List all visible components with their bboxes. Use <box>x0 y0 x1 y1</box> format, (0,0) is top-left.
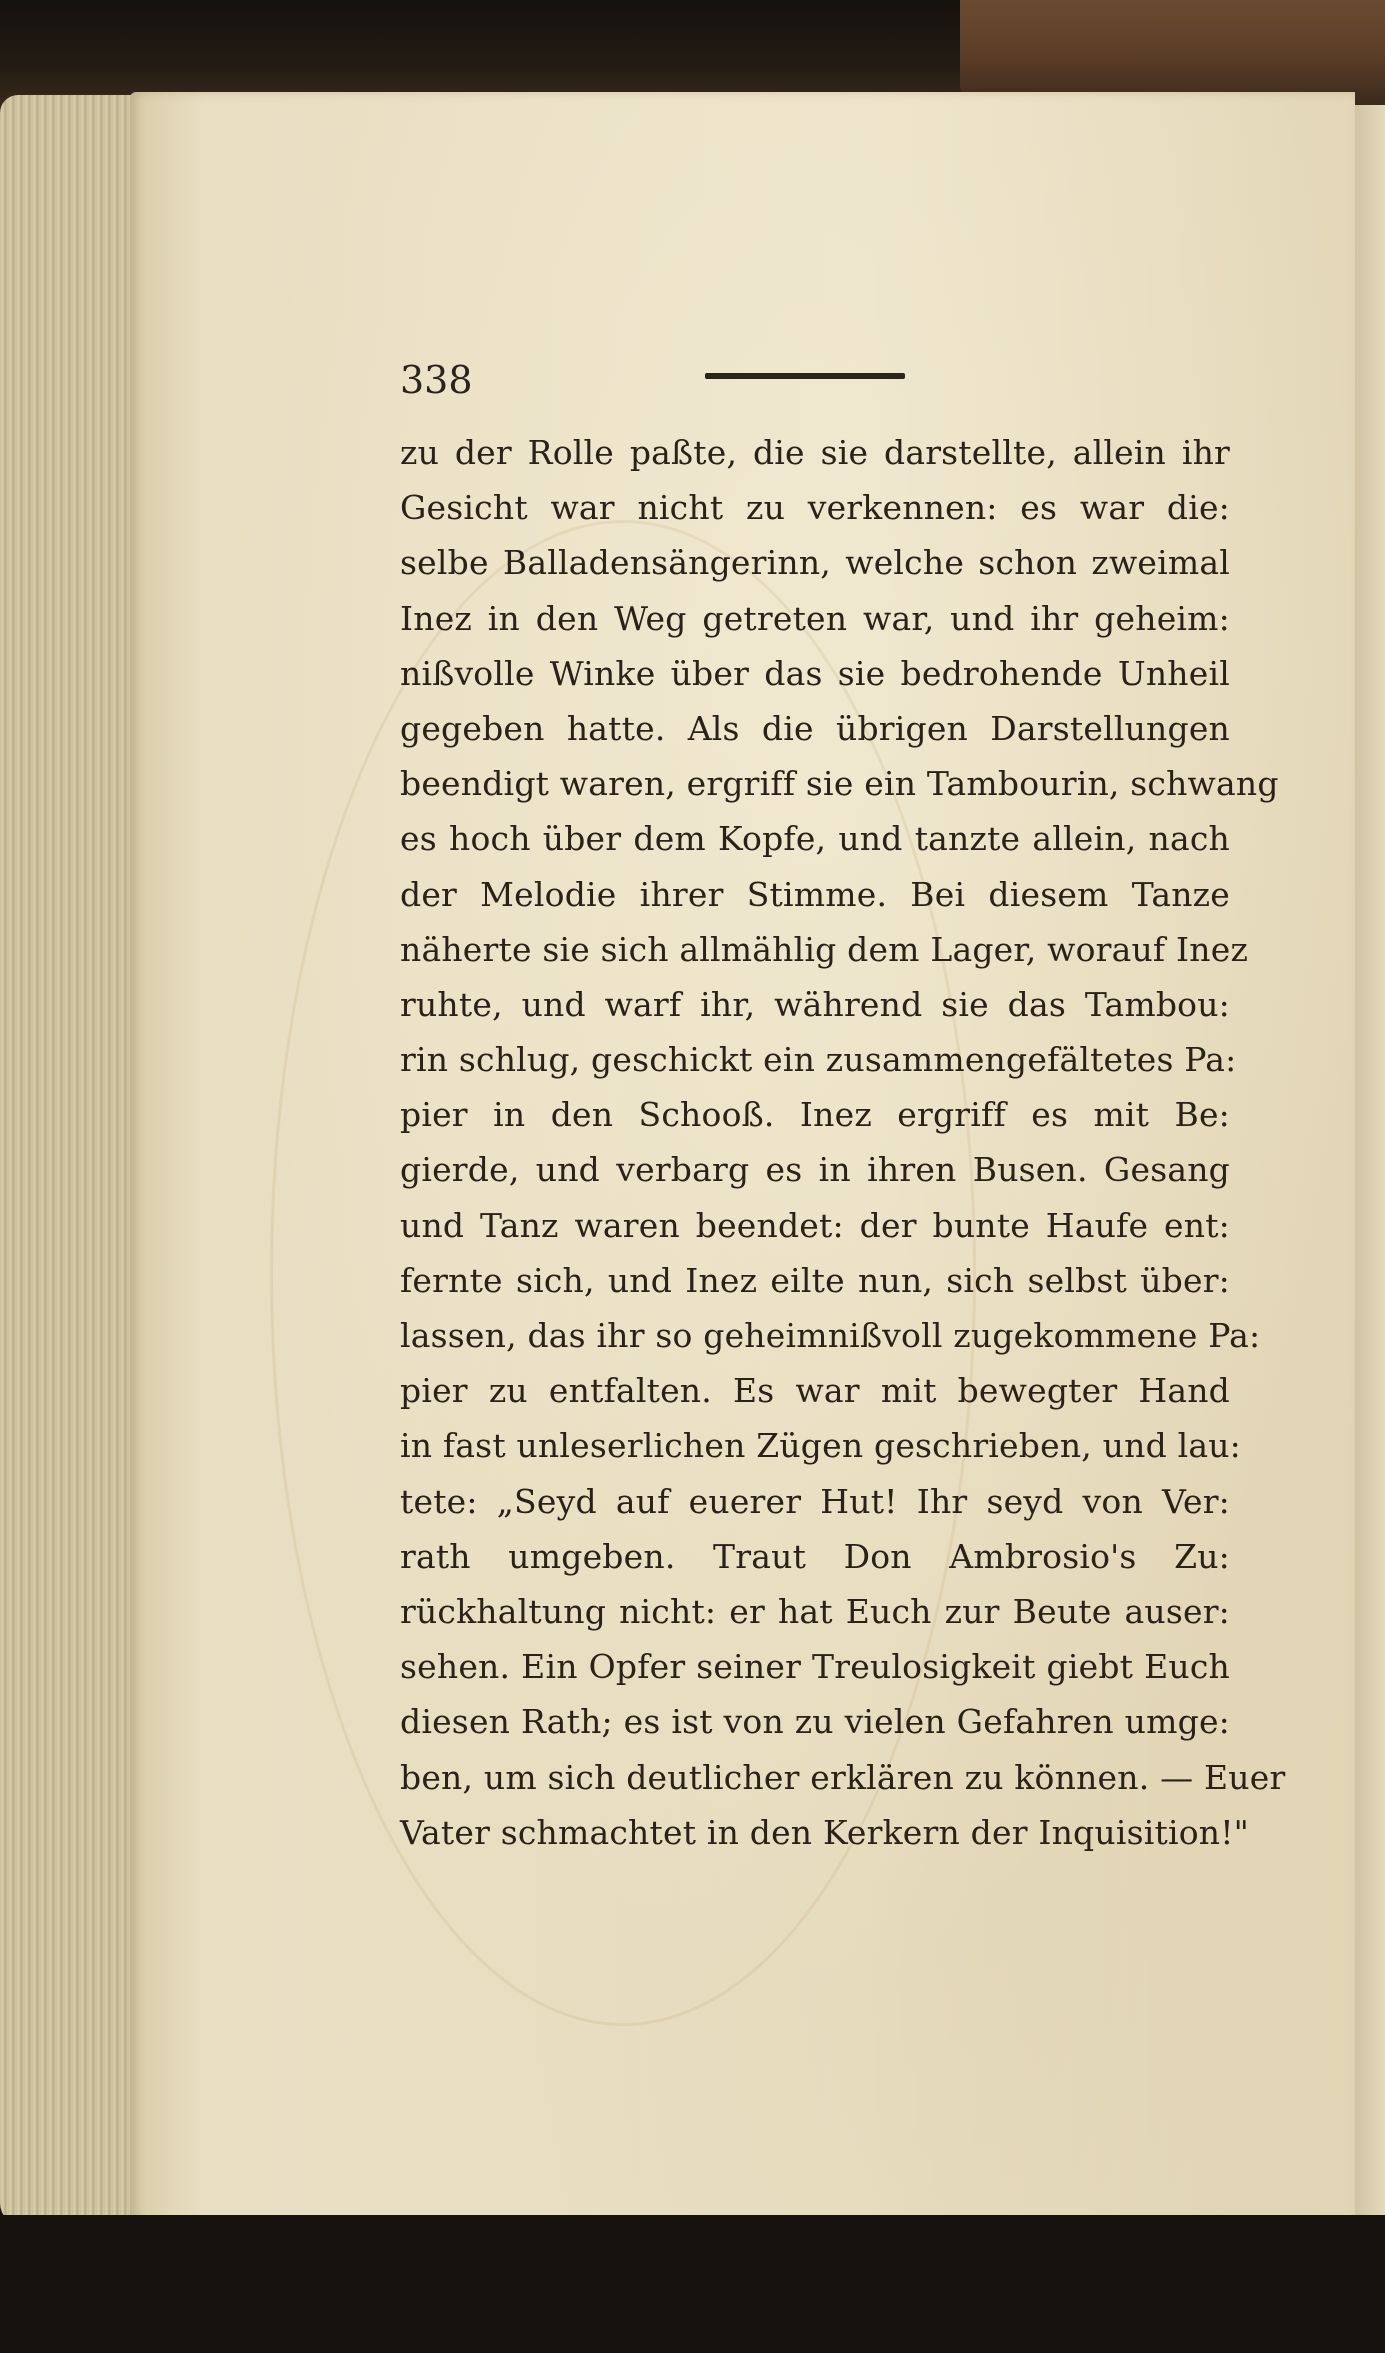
text-line: beendigt waren, ergriff sie ein Tambourin, schwang <box>400 764 1279 804</box>
text-line: es hoch über dem Kopfe, und tanzte allein, nach <box>400 819 1230 859</box>
text-line: zu der Rolle paßte, die sie darstellte, allein ihr <box>400 433 1230 472</box>
text-line: näherte sie sich allmählig dem Lager, worauf Inez <box>400 929 1249 969</box>
text-line: selbe Balladensängerinn, welche schon zweimal <box>400 543 1230 583</box>
text-line: ruhte, und warf ihr, während sie das Tambou: <box>400 984 1230 1024</box>
text-line: rath umgeben. Traut Don Ambrosio's Zu: <box>400 1536 1230 1576</box>
page-header <box>400 360 1220 400</box>
text-line: gierde, und verbarg es in ihren Busen. Gesang <box>400 1150 1230 1190</box>
page-number: 338 <box>400 358 473 402</box>
page-edges <box>0 95 140 2225</box>
text-line: lassen, das ihr so geheimnißvoll zugekommene Pa: <box>400 1316 1261 1355</box>
text-line: Gesicht war nicht zu verkennen: es war die: <box>400 488 1230 528</box>
text-line: pier zu entfalten. Es war mit bewegter Hand <box>400 1371 1230 1411</box>
text-line: nißvolle Winke über das sie bedrohende Unheil <box>400 653 1230 693</box>
body-text <box>400 425 1286 1860</box>
text-line: und Tanz waren beendet: der bunte Haufe ent: <box>400 1205 1230 1245</box>
text-line: in fast unleserlichen Zügen geschrieben, und lau: <box>400 1426 1241 1466</box>
text-line: tete: „Seyd auf euerer Hut! Ihr seyd von Ver: <box>400 1481 1230 1521</box>
text-line: pier in den Schooß. Inez ergriff es mit Be: <box>400 1095 1230 1135</box>
text-line: der Melodie ihrer Stimme. Bei diesem Tanze <box>400 874 1230 914</box>
text-line: fernte sich, und Inez eilte nun, sich selbst über: <box>400 1260 1230 1300</box>
next-page-edge <box>1352 105 1385 2215</box>
header-rule <box>705 373 905 379</box>
text-line: rückhaltung nicht: er hat Euch zur Beute auser: <box>400 1591 1230 1631</box>
text-line: Inez in den Weg getreten war, und ihr geheim: <box>400 598 1230 638</box>
background-bottom <box>0 2215 1385 2353</box>
text-line: sehen. Ein Opfer seiner Treulosigkeit giebt Euch <box>400 1647 1230 1687</box>
text-line: gegeben hatte. Als die übrigen Darstellungen <box>400 708 1230 748</box>
text-line: rin schlug, geschickt ein zusammengefältetes Pa: <box>400 1040 1237 1080</box>
text-line: ben, um sich deutlicher erklären zu können. — Euer <box>400 1757 1286 1797</box>
text-line: diesen Rath; es ist von zu vielen Gefahren umge: <box>400 1702 1230 1742</box>
text-line: Vater schmachtet in den Kerkern der Inquisition!" <box>400 1812 1250 1852</box>
leather-binding <box>960 0 1385 105</box>
